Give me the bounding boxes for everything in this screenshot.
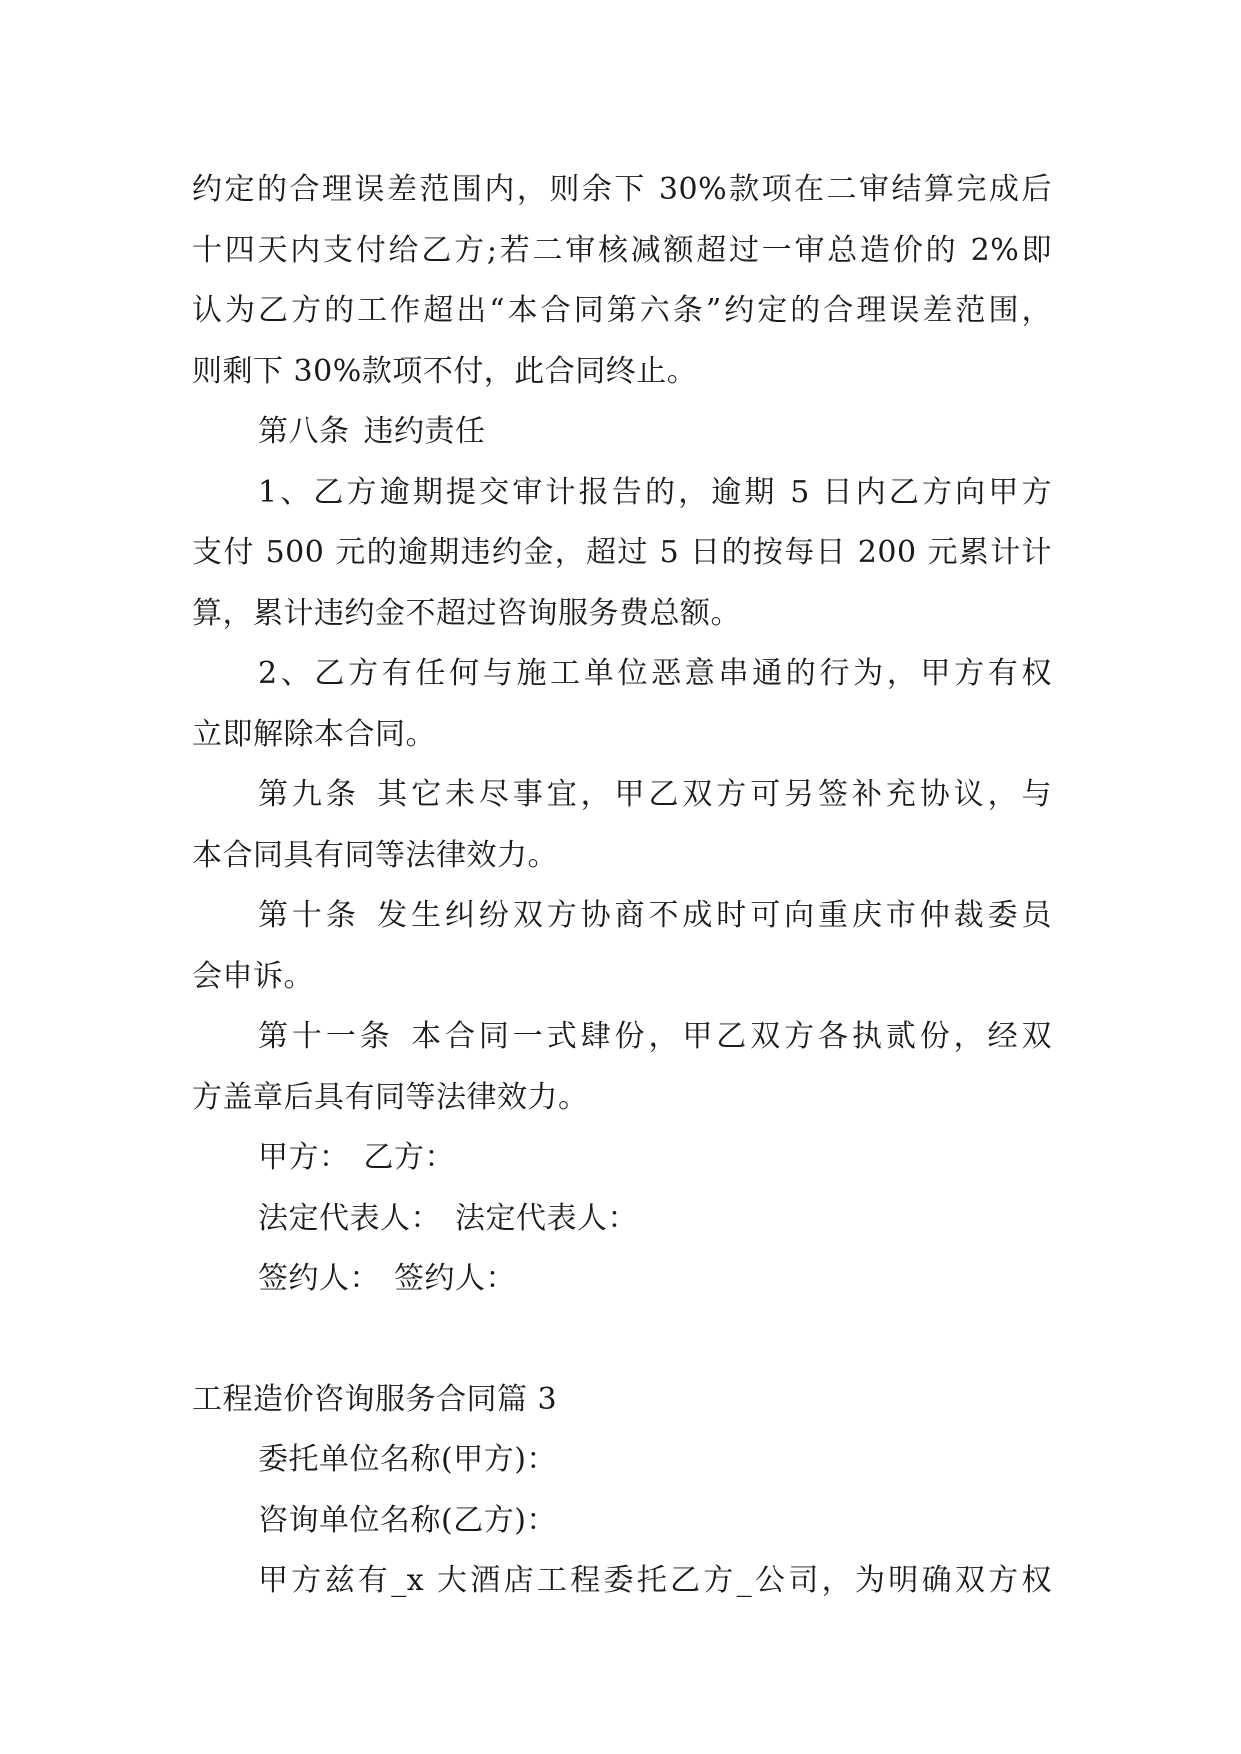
- article-text: 发生纠纷双方协商不成时可向重庆市仲裁委员: [373, 898, 1053, 933]
- document-page: [192, 160, 1052, 1612]
- paragraph-payment-terms: [192, 160, 1052, 402]
- signature-block: [192, 1128, 1052, 1310]
- text-line: 会申诉。: [192, 958, 314, 994]
- article-9: [192, 765, 1052, 886]
- text-line: 立即解除本合同。: [192, 716, 436, 752]
- section-gap: [192, 1310, 1052, 1370]
- section-3: [192, 1370, 1052, 1612]
- article-11: [192, 1007, 1052, 1128]
- article-title: 违约责任: [363, 414, 486, 449]
- party-a-label: 甲方：: [258, 1140, 350, 1175]
- representative-a-label: 法定代表人：: [258, 1200, 441, 1236]
- signature-representative-line: [192, 1189, 1052, 1250]
- text-line: 1、乙方逾期提交审计报告的，逾期 5 日内乙方向甲方: [258, 474, 1052, 510]
- consultant-name-line: 咨询单位名称(乙方)：: [258, 1502, 557, 1538]
- article-number: 第十条: [258, 898, 360, 933]
- text-line: 约定的合理误差范围内，则余下 30%款项在二审结算完成后: [192, 172, 1052, 207]
- text-line: 算，累计违约金不超过咨询服务费总额。: [192, 595, 741, 631]
- section-title: 工程造价咨询服务合同篇 3: [192, 1381, 558, 1417]
- article-text: 其它未尽事宜，甲乙双方可另签补充协议，与: [373, 777, 1053, 812]
- article-text: 本合同一式肆份，甲乙双方各执贰份，经双: [407, 1019, 1053, 1054]
- clause-item-2: [192, 644, 1052, 765]
- text-line: 支付 500 元的逾期违约金，超过 5 日的按每日 200 元累计计: [192, 535, 1052, 570]
- representative-b-label: 法定代表人：: [455, 1200, 638, 1236]
- client-name-line: 委托单位名称(甲方)：: [258, 1442, 557, 1477]
- text-line: 十四天内支付给乙方;若二审核减额超过一审总造价的 2%即: [192, 232, 1052, 268]
- signature-party-line: [192, 1128, 1052, 1189]
- clause-item-1: [192, 463, 1052, 645]
- text-line: 甲方兹有_x 大酒店工程委托乙方_公司，为明确双方权: [258, 1563, 1052, 1598]
- article-8-heading: [192, 402, 1052, 463]
- text-line: [192, 886, 1052, 947]
- signer-b-label: 签约人：: [394, 1261, 516, 1296]
- text-line: 2、乙方有任何与施工单位恶意串通的行为，甲方有权: [258, 656, 1052, 691]
- text-line: [192, 1007, 1052, 1068]
- text-line: 认为乙方的工作超出“本合同第六条”约定的合理误差范围，: [192, 293, 1052, 328]
- text-line: 本合同具有同等法律效力。: [192, 837, 558, 873]
- article-number: 第十一条: [258, 1019, 394, 1054]
- text-line: 则剩下 30%款项不付，此合同终止。: [192, 353, 698, 389]
- text-line: [192, 765, 1052, 826]
- signer-a-label: 签约人：: [258, 1261, 380, 1296]
- article-10: [192, 886, 1052, 1007]
- text-line: 方盖章后具有同等法律效力。: [192, 1079, 589, 1115]
- article-number: 第九条: [258, 777, 360, 812]
- party-b-label: 乙方：: [363, 1140, 455, 1175]
- article-number: 第八条: [258, 414, 350, 449]
- signature-signer-line: [192, 1249, 1052, 1310]
